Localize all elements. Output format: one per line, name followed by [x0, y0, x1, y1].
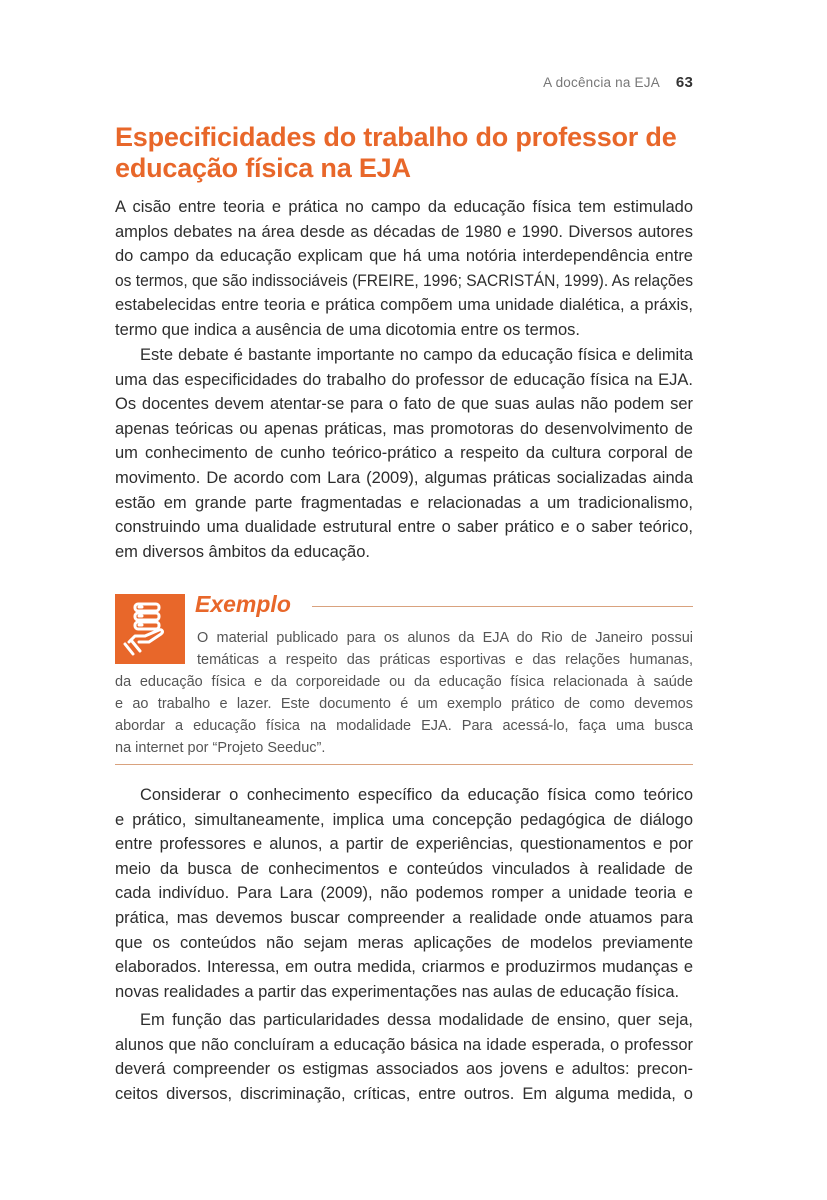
text-line-content: prática, mas devemos buscar compreender a realidade onde atuamos para	[115, 908, 693, 927]
text-line-content: Em função das particularidades dessa modalidade de ensino, quer seja,	[140, 1011, 693, 1029]
running-header	[543, 74, 693, 91]
text-line	[115, 368, 693, 393]
text-line-content: construindo uma dualidade estrutural entre o saber prático e o saber teórico,	[115, 518, 693, 537]
text-line	[115, 955, 693, 980]
books-on-hand-icon	[115, 594, 185, 664]
text-line	[115, 466, 693, 491]
text-line	[115, 671, 693, 693]
text-line-content: cada indivíduo. Para Lara (2009), não podemos romper a unidade teoria e	[115, 884, 693, 903]
text-line	[115, 220, 693, 245]
example-title: Exemplo	[195, 591, 291, 617]
text-line-content: Este debate é bastante importante no campo da educação física e delimita	[140, 346, 693, 364]
text-line	[197, 649, 693, 671]
page-number: 63	[675, 74, 693, 91]
text-line-content: ceitos diversos, discriminação, críticas, entre outros. Em alguma medida, o	[115, 1084, 693, 1103]
text-line-content: amplos debates na área desde as décadas de 1980 e 1990. Diversos autores	[115, 222, 693, 241]
text-line	[115, 540, 693, 565]
text-line	[115, 1033, 693, 1058]
text-line-content: temáticas a respeito das práticas esportivas e das relações humanas,	[197, 652, 693, 668]
text-line-content: e ao trabalho e lazer. Este documento é um exemplo prático de como devemos	[115, 696, 693, 712]
text-line	[115, 1082, 693, 1107]
text-line-content: Os docentes devem atentar-se para o fato de que suas aulas não podem ser	[115, 395, 693, 414]
section-title-line: Especificidades do trabalho do professor de	[115, 122, 677, 152]
text-line-content: O material publicado para os alunos da EJA do Rio de Janeiro possui	[197, 630, 693, 646]
text-line	[115, 318, 693, 343]
text-line-content: abordar a educação física na modalidade EJA. Para acessá-lo, faça uma busca	[115, 718, 693, 734]
paragraph	[115, 1008, 693, 1106]
text-line	[115, 715, 693, 737]
text-line	[115, 693, 693, 715]
text-line	[115, 980, 693, 1005]
text-line-content: os termos, que são indissociáveis (FREIRE, 1996; SACRISTÁN, 1999). As relações	[115, 271, 693, 290]
text-line-content: que os conteúdos não sejam meras aplicações de modelos previamente	[115, 933, 693, 952]
text-line-content: do campo da educação explicam que há uma notória interdependência entre	[115, 247, 693, 266]
text-line-content: A cisão entre teoria e prática no campo da educação física tem estimulado	[115, 198, 693, 216]
text-line-content: uma das especificidades do trabalho do professor de educação física na EJA.	[115, 370, 693, 389]
text-line-content: da educação física e da corporeidade ou da educação física relacionada à saúde	[115, 674, 693, 690]
text-line-content: em diversos âmbitos da educação.	[115, 542, 370, 561]
text-line-content: movimento. De acordo com Lara (2009), algumas práticas socializadas ainda	[115, 468, 693, 487]
text-line-content: novas realidades a partir das experimentações nas aulas de educação física.	[115, 982, 680, 1001]
text-line-content: estabelecidas entre teoria e prática compõem uma unidade dialética, a práxis,	[115, 296, 693, 315]
text-line	[197, 627, 693, 649]
example-text	[115, 627, 693, 759]
text-line-content: e prático, simultaneamente, implica uma concepção pedagógica de diálogo	[115, 810, 693, 829]
text-line	[115, 1008, 693, 1033]
text-line	[115, 195, 693, 220]
text-line	[115, 881, 693, 906]
text-line	[115, 832, 693, 857]
text-line-content: meio da busca de conhecimentos e conteúdos vinculados à realidade de	[115, 859, 693, 878]
text-line-content: alunos que não concluíram a educação básica na idade esperada, o professor	[115, 1035, 693, 1054]
text-line	[115, 269, 693, 294]
text-line	[115, 491, 693, 516]
text-line	[115, 293, 693, 318]
text-line-content: um conhecimento de cunho teórico-prático a respeito da cultura corporal de	[115, 444, 693, 463]
text-line-content: estão em grande parte fragmentadas e relacionadas a um tradicionalismo,	[115, 493, 693, 512]
text-line	[115, 783, 693, 808]
text-line-content: apenas teóricas ou apenas práticas, mas promotoras do desenvolvimento de	[115, 419, 693, 438]
text-line	[115, 808, 693, 833]
paragraph	[115, 195, 693, 343]
text-line	[115, 1057, 693, 1082]
text-line	[115, 392, 693, 417]
section-title-line: educação física na EJA	[115, 153, 411, 183]
text-line	[115, 417, 693, 442]
text-line-content: entre professores e alunos, a partir de experiências, questionamentos e por	[115, 835, 693, 854]
text-line	[115, 343, 693, 368]
running-title: A docência na EJA	[543, 75, 660, 90]
text-line-content: termo que indica a ausência de uma dicotomia entre os termos.	[115, 320, 580, 339]
text-line	[115, 857, 693, 882]
text-line	[115, 244, 693, 269]
text-line	[115, 906, 693, 931]
paragraph	[115, 783, 693, 1004]
example-title-rule	[312, 606, 693, 607]
text-line-content: Considerar o conhecimento específico da educação física como teórico	[140, 786, 693, 804]
text-line	[115, 931, 693, 956]
example-bottom-rule	[115, 764, 693, 765]
text-line	[115, 515, 693, 540]
text-line	[115, 441, 693, 466]
section-title	[115, 122, 715, 184]
text-line-content: elaborados. Interessa, em outra medida, criarmos e produzirmos mudanças e	[115, 958, 693, 977]
text-line-content: deverá compreender os estigmas associados aos jovens e adultos: precon-	[115, 1060, 693, 1079]
text-line-content: na internet por “Projeto Seeduc”.	[115, 740, 326, 756]
paragraph	[115, 343, 693, 564]
text-line	[115, 737, 693, 759]
